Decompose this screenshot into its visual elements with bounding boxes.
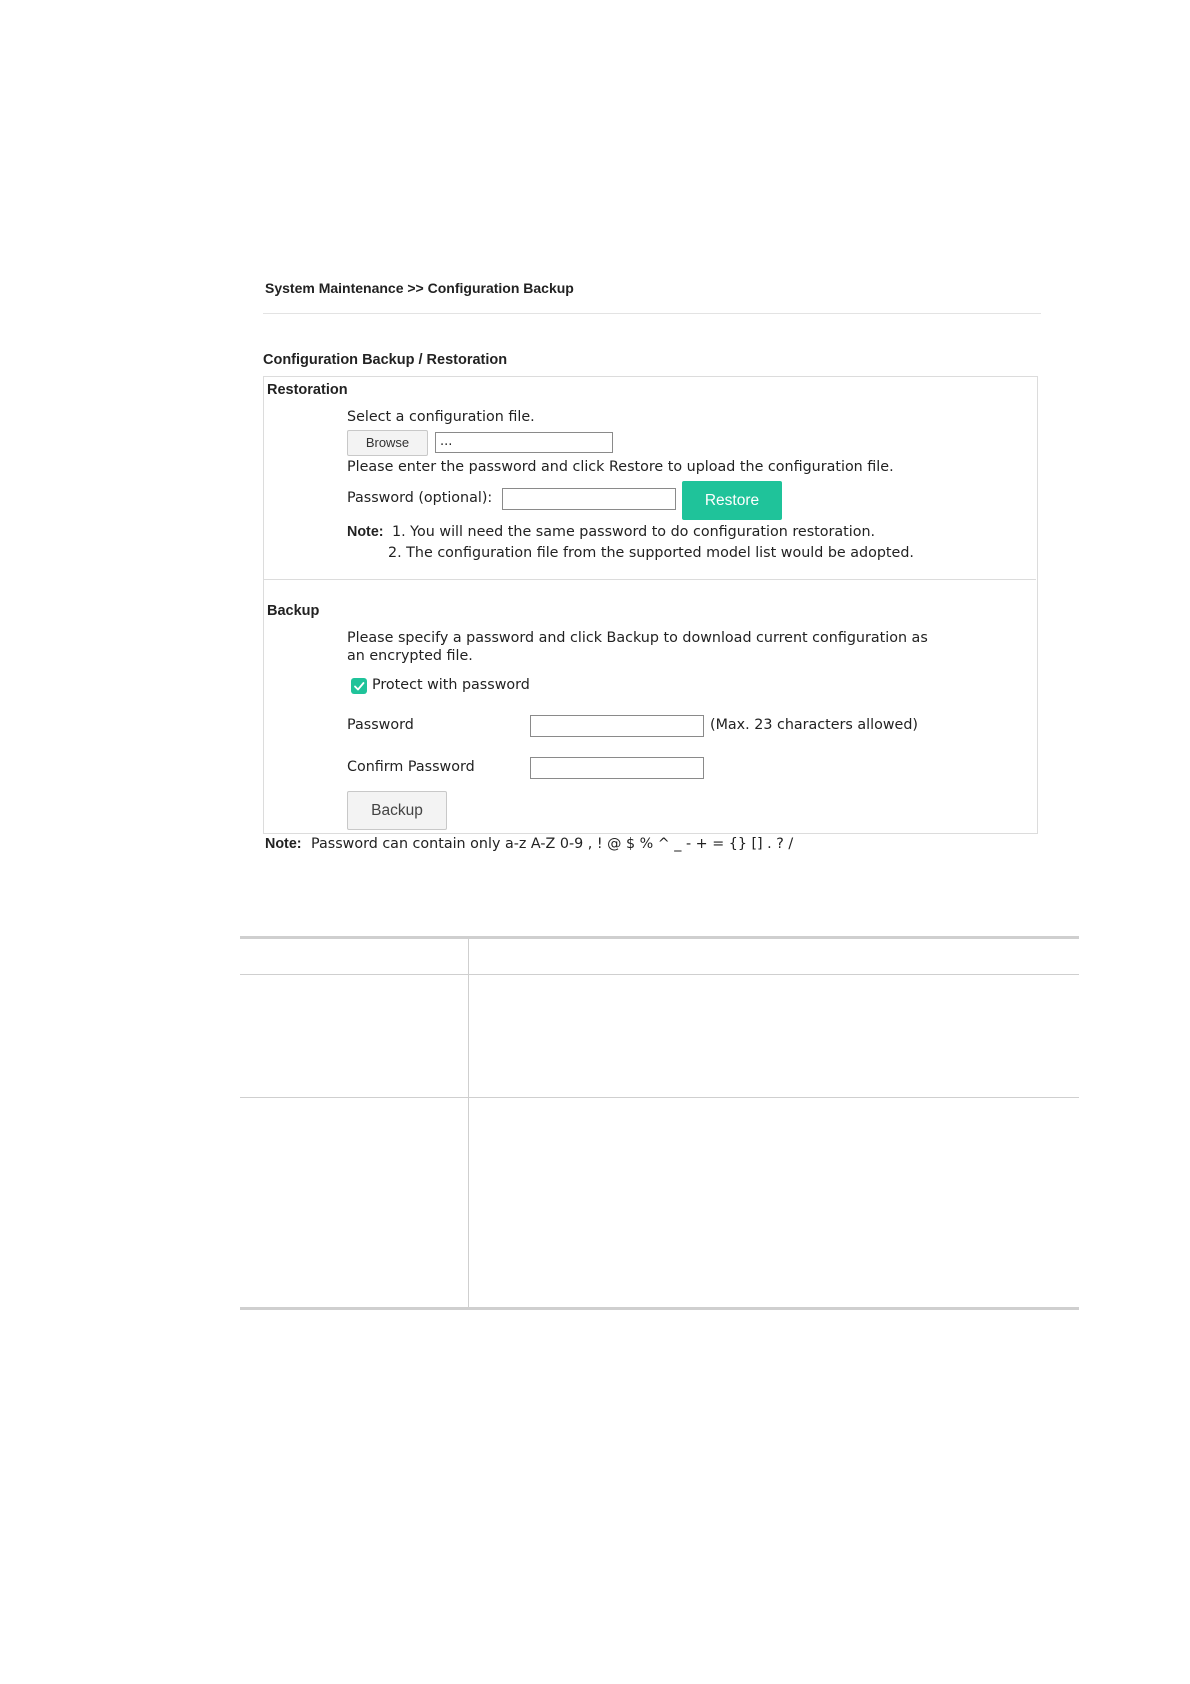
protect-password-label: Protect with password: [372, 677, 530, 693]
browse-button[interactable]: Browse: [347, 430, 428, 456]
check-icon: [351, 678, 367, 694]
confirm-password-input[interactable]: [530, 757, 704, 779]
restore-password-input[interactable]: [502, 488, 676, 510]
password-hint: (Max. 23 characters allowed): [710, 717, 919, 733]
file-path-field[interactable]: ...: [435, 432, 613, 453]
table-column-divider: [468, 938, 469, 1308]
footer-note-label: Note:: [265, 836, 302, 852]
restore-note-label: Note:: [347, 524, 384, 540]
backup-instruction-line1: Please specify a password and click Backup to download current configuration as: [347, 630, 928, 646]
backup-title: Backup: [267, 603, 320, 619]
protect-password-checkbox[interactable]: [351, 678, 367, 694]
section-title: Configuration Backup / Restoration: [263, 352, 508, 368]
backup-password-label: Password: [347, 717, 414, 733]
breadcrumb-divider: [263, 313, 1041, 314]
select-file-label: Select a configuration file.: [347, 409, 535, 425]
backup-instruction-line2: an encrypted file.: [347, 648, 473, 664]
table-top-border: [240, 936, 1079, 939]
table-bottom-border: [240, 1307, 1079, 1310]
table-row-divider: [240, 1097, 1079, 1098]
footer-note-text: Password can contain only a-z A-Z 0-9 , ! @ $ % ^ _ - + = {} [] . ? /: [311, 836, 794, 852]
panel-divider: [264, 579, 1036, 580]
confirm-password-label: Confirm Password: [347, 759, 475, 775]
restore-note-1: 1. You will need the same password to do configuration restoration.: [392, 524, 876, 540]
breadcrumb: System Maintenance >> Configuration Backup: [265, 280, 574, 296]
table-row-divider: [240, 974, 1079, 975]
backup-button[interactable]: Backup: [347, 791, 447, 830]
backup-password-input[interactable]: [530, 715, 704, 737]
restore-note-2: 2. The configuration file from the supported model list would be adopted.: [388, 545, 914, 561]
restore-instruction: Please enter the password and click Restore to upload the configuration file.: [347, 459, 894, 475]
restoration-title: Restoration: [267, 382, 348, 398]
restore-button[interactable]: Restore: [682, 481, 782, 520]
restore-password-label: Password (optional):: [347, 490, 493, 506]
